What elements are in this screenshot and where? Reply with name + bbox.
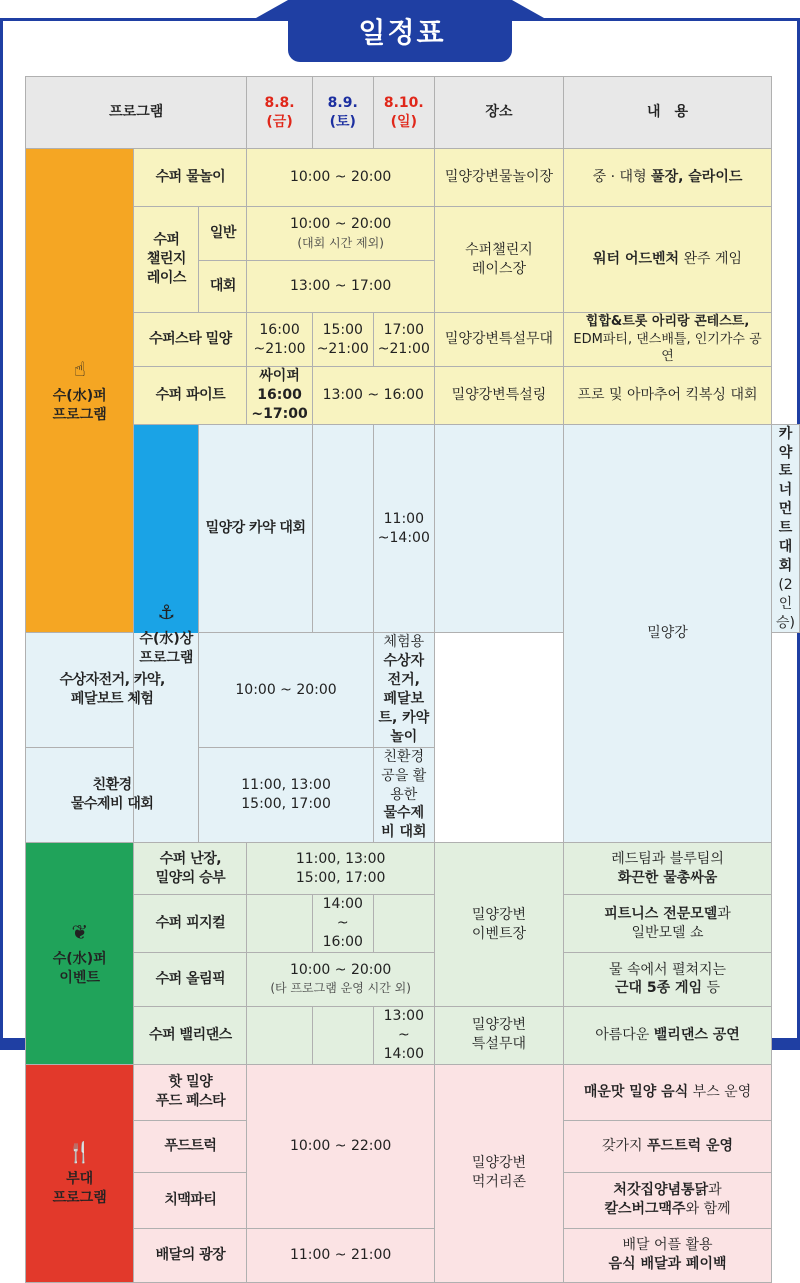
program-content: 중 · 대형 풀장, 슬라이드 — [564, 149, 772, 207]
program-content: 체험용 수상자전거, 페달보트, 카약 놀이 — [373, 633, 434, 747]
laurel-icon: ❦ — [71, 920, 89, 945]
kayak-icon: ⚓ — [157, 600, 176, 625]
program-name: 친환경 물수제비 대회 — [26, 747, 199, 842]
program-time-day1 — [312, 424, 373, 633]
program-time-day2: 14:00 ~ 16:00 — [312, 895, 373, 953]
program-place: 밀양강변 먹거리존 — [434, 1064, 563, 1282]
header-program: 프로그램 — [26, 77, 247, 149]
program-content: 워터 어드벤처 완주 게임 — [564, 207, 772, 313]
program-name: 핫 밀양 푸드 페스타 — [134, 1064, 247, 1120]
program-place: 밀양강 — [564, 424, 772, 843]
food-icon: 🍴 — [67, 1139, 93, 1164]
program-place: 밀양강변특설링 — [434, 367, 563, 425]
category-additional-program: 🍴 부대 프로그램 — [26, 1064, 134, 1282]
program-content: 배달 어플 활용 음식 배달과 페이백 — [564, 1228, 772, 1282]
table-row — [26, 1228, 800, 1282]
header-date-3: 8.10. (일) — [373, 77, 434, 149]
program-content: 레드팀과 블루팀의 화끈한 물총싸움 — [564, 843, 772, 895]
program-time: 11:00, 13:00 15:00, 17:00 — [247, 843, 434, 895]
program-sub-name: 일반 — [199, 207, 247, 261]
program-name: 푸드트럭 — [134, 1120, 247, 1172]
program-place: 밀양강변특설무대 — [434, 313, 563, 367]
program-time-day3: 13:00 ~ 14:00 — [373, 1006, 434, 1064]
program-name: 수퍼 챌린지 레이스 — [134, 207, 199, 313]
program-content: 매운맛 밀양 음식 부스 운영 — [564, 1064, 772, 1120]
category-super-event: ❦ 수(水)퍼 이벤트 — [26, 843, 134, 1064]
program-time: 13:00 ~ 17:00 — [247, 261, 434, 313]
schedule-table — [25, 76, 800, 1283]
program-time: 10:00 ~ 20:00 — [199, 633, 373, 747]
program-content: 친환경 공을 활용한 물수제비 대회 — [373, 747, 434, 842]
table-row — [26, 843, 800, 895]
program-name: 수퍼 난장, 밀양의 승부 — [134, 843, 247, 895]
program-name: 밀양강 카약 대회 — [199, 424, 312, 633]
program-name: 수퍼 밸리댄스 — [134, 1006, 247, 1064]
header-row — [26, 77, 800, 149]
program-time-day3: 17:00 ~21:00 — [373, 313, 434, 367]
program-content: 갖가지 푸드트럭 운영 — [564, 1120, 772, 1172]
program-time-day1 — [247, 1006, 312, 1064]
program-time: 10:00 ~ 20:00 (대회 시간 제외) — [247, 207, 434, 261]
program-place: 수퍼챌린지 레이스장 — [434, 207, 563, 313]
table-row — [26, 952, 800, 1006]
program-content: 피트니스 전문모델과 일반모델 쇼 — [564, 895, 772, 953]
program-content: 물 속에서 펼쳐지는 근대 5종 게임 등 — [564, 952, 772, 1006]
program-time: 10:00 ~ 22:00 — [247, 1064, 434, 1228]
header-content: 내 용 — [564, 77, 772, 149]
table-row — [26, 207, 800, 261]
program-name: 수상자전거, 카약, 페달보트 체험 — [26, 633, 199, 747]
program-time-day2: 11:00 ~14:00 — [373, 424, 434, 633]
program-time: 10:00 ~ 20:00 — [247, 149, 434, 207]
table-row — [26, 1006, 800, 1064]
program-time-day1: 싸이퍼 16:00 ~17:00 — [247, 367, 312, 425]
program-time-day1: 16:00 ~21:00 — [247, 313, 312, 367]
program-place: 밀양강변 특설무대 — [434, 1006, 563, 1064]
table-row — [26, 367, 800, 425]
program-time: 11:00, 13:00 15:00, 17:00 — [199, 747, 373, 842]
program-name: 치맥파티 — [134, 1172, 247, 1228]
program-time: 10:00 ~ 20:00 (타 프로그램 운영 시간 외) — [247, 952, 434, 1006]
table-row — [26, 313, 800, 367]
program-content: 카약 토너먼트 대회 (2인승) — [772, 424, 800, 633]
program-content: 프로 및 아마추어 킥복싱 대회 — [564, 367, 772, 425]
program-name: 배달의 광장 — [134, 1228, 247, 1282]
table-row — [26, 424, 800, 633]
program-sub-name: 대회 — [199, 261, 247, 313]
header-date-1: 8.8. (금) — [247, 77, 312, 149]
category-super-program: ☝ 수(水)퍼 프로그램 — [26, 149, 134, 633]
category-water-program: ⚓ 수(水)상 프로그램 — [134, 424, 199, 843]
page-title: 일정표 — [358, 16, 446, 49]
program-name: 수퍼 물놀이 — [134, 149, 247, 207]
table-row — [26, 149, 800, 207]
program-name: 수퍼 파이트 — [134, 367, 247, 425]
table-row — [26, 895, 800, 953]
program-name: 수퍼 올림픽 — [134, 952, 247, 1006]
program-time: 11:00 ~ 21:00 — [247, 1228, 434, 1282]
program-time: 13:00 ~ 16:00 — [312, 367, 434, 425]
program-time-day2 — [312, 1006, 373, 1064]
program-time-day3 — [434, 424, 563, 633]
program-content: 처갓집양념통닭과 칼스버그맥주와 함께 — [564, 1172, 772, 1228]
program-content: 힙합&트롯 아리랑 콘테스트, EDM파티, 댄스배틀, 인기가수 공연 — [564, 313, 772, 367]
header-date-2: 8.9. (토) — [312, 77, 373, 149]
program-time-day2: 15:00 ~21:00 — [312, 313, 373, 367]
program-place: 밀양강변물놀이장 — [434, 149, 563, 207]
program-time-day3 — [373, 895, 434, 953]
program-name: 수퍼스타 밀양 — [134, 313, 247, 367]
program-name: 수퍼 피지컬 — [134, 895, 247, 953]
program-content: 아름다운 밸리댄스 공연 — [564, 1006, 772, 1064]
program-time-day1 — [247, 895, 312, 953]
header-place: 장소 — [434, 77, 563, 149]
title-tab — [256, 0, 544, 62]
hand-icon: ☝ — [73, 357, 86, 382]
program-place: 밀양강변 이벤트장 — [434, 843, 563, 1007]
table-row — [26, 1064, 800, 1120]
